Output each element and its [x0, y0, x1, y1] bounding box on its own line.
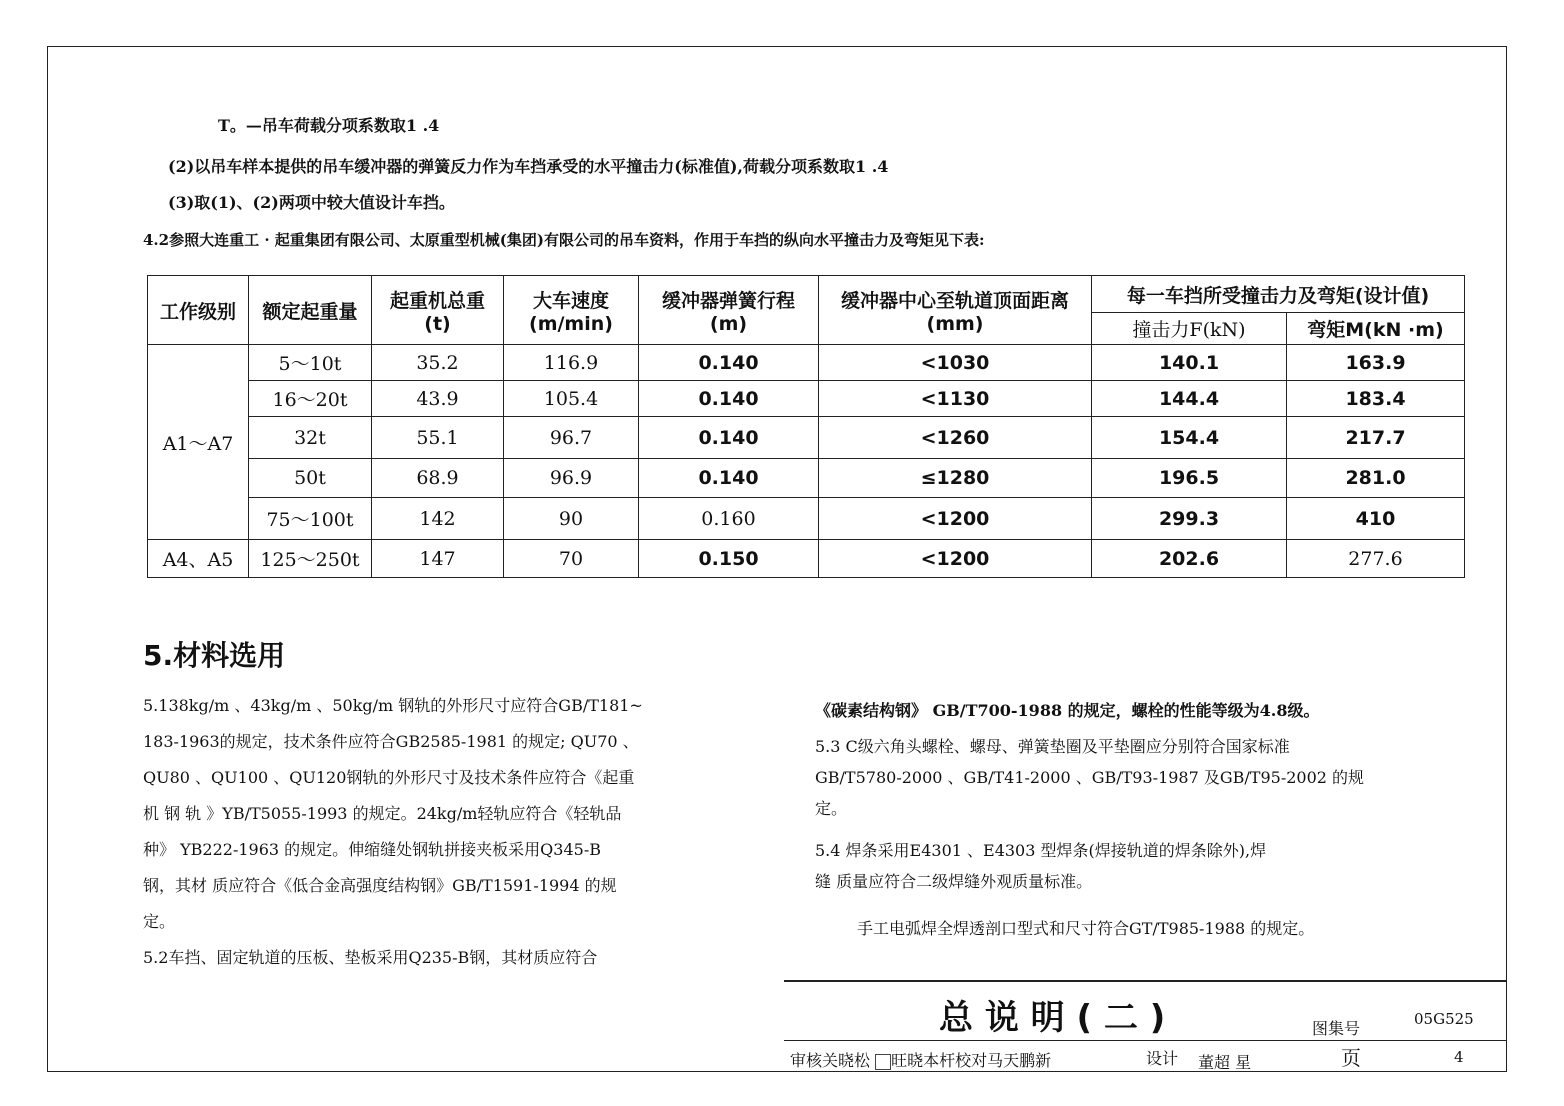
cell-load: 32t	[249, 417, 372, 459]
header-stroke	[639, 276, 819, 345]
left-line: 钢，其材 质应符合《低合金高强度结构钢》GB/T1591-1994 的规	[143, 876, 617, 895]
cell-level-group2: A4、A5	[148, 540, 249, 578]
right-line: GB/T5780-2000 、GB/T41-2000 、GB/T93-1987 及GB/T95-2002 的规	[815, 768, 1365, 787]
table-row	[148, 417, 1465, 459]
cell-load: 125～250t	[249, 540, 372, 578]
table-row	[148, 345, 1465, 381]
cell-moment: 281.0	[1287, 459, 1465, 498]
note-t-factor: T。—吊车荷载分项系数取1 .4	[218, 116, 440, 135]
design-label: 设计	[1146, 1049, 1179, 1068]
cell-force: 202.6	[1092, 540, 1287, 578]
section-5-3	[815, 731, 1364, 824]
atlas-label: 图集号	[1312, 1019, 1361, 1038]
note-2: (2)以吊车样本提供的吊车缓冲器的弹簧反力作为车挡承受的水平撞击力(标准值),荷载分项系数取1 .4	[168, 157, 889, 176]
right-para-1: 《碳素结构钢》 GB/T700-1988 的规定，螺栓的性能等级为4.8级。	[815, 701, 1320, 720]
signature-row	[790, 1048, 1051, 1071]
table-row	[148, 498, 1465, 540]
left-line: 183-1963的规定，技术条件应符合GB2585-1981 的规定; QU70 、	[143, 732, 639, 751]
header-rated-load: 额定起重量	[249, 276, 372, 345]
cell-distance: <1130	[819, 381, 1092, 417]
cell-speed: 105.4	[504, 381, 639, 417]
cell-stroke: 0.140	[639, 345, 819, 381]
cell-force: 154.4	[1092, 417, 1287, 459]
designer-name: 董超 星	[1198, 1053, 1252, 1072]
atlas-number: 05G525	[1414, 1010, 1474, 1028]
cell-weight: 35.2	[372, 345, 504, 381]
cell-level-group1: A1～A7	[148, 345, 249, 540]
cell-moment: 277.6	[1287, 540, 1465, 578]
page-label: 页	[1341, 1046, 1361, 1070]
header-speed-label: 大车速度	[532, 289, 609, 312]
review-signature: 审核关晓松	[790, 1051, 876, 1070]
cell-stroke: 0.140	[639, 381, 819, 417]
left-line: 机 钢 轨 》YB/T5055-1993 的规定。24kg/m轻轨应符合《轻轨品	[143, 804, 622, 823]
cell-speed: 70	[504, 540, 639, 578]
cell-speed: 96.7	[504, 417, 639, 459]
cell-load: 75～100t	[249, 498, 372, 540]
table-row	[148, 381, 1465, 417]
cell-stroke: 0.140	[639, 417, 819, 459]
cell-distance: <1260	[819, 417, 1092, 459]
header-stroke-label: 缓冲器弹簧行程	[661, 289, 795, 312]
cell-weight: 68.9	[372, 459, 504, 498]
cell-force: 196.5	[1092, 459, 1287, 498]
left-line: 种》 YB222-1963 的规定。伸缩缝处钢轨拼接夹板采用Q345-B	[143, 840, 601, 859]
section-heading: 5.材料选用	[143, 639, 286, 672]
drawing-title: 总 说 明 ( 二 )	[939, 998, 1166, 1038]
left-line: 5.2车挡、固定轨道的压板、垫板采用Q235-B钢，其材质应符合	[143, 948, 598, 967]
left-line: 5.138kg/m 、43kg/m 、50kg/m 钢轨的外形尺寸应符合GB/T181~	[143, 696, 643, 715]
stamp-mark	[875, 1054, 891, 1070]
cell-stroke: 0.140	[639, 459, 819, 498]
title-block-mid-rule	[784, 1040, 1506, 1041]
cell-speed: 90	[504, 498, 639, 540]
cell-weight: 55.1	[372, 417, 504, 459]
cell-moment: 217.7	[1287, 417, 1465, 459]
right-para-4: 手工电弧焊全焊透剖口型式和尺寸符合GT/T985-1988 的规定。	[857, 919, 1315, 938]
page-number: 4	[1454, 1048, 1464, 1066]
header-total-weight-label: 起重机总重	[389, 289, 485, 312]
table-row	[148, 540, 1465, 578]
section-5-left	[143, 688, 743, 976]
cell-speed: 96.9	[504, 459, 639, 498]
cell-moment: 410	[1287, 498, 1465, 540]
cell-stroke: 0.150	[639, 540, 819, 578]
header-total-weight-unit: (t)	[424, 312, 451, 335]
section-5-4	[815, 835, 1266, 897]
title-block-top-rule	[784, 980, 1506, 982]
header-stroke-unit: (m)	[709, 312, 748, 335]
header-speed-unit: (m/min)	[529, 312, 613, 335]
right-line: 5.4 焊条采用E4301 、E4303 型焊条(焊接轨道的焊条除外),焊	[815, 841, 1267, 860]
cell-force: 299.3	[1092, 498, 1287, 540]
header-force-group: 每一车挡所受撞击力及弯矩(设计值)	[1092, 276, 1465, 313]
left-line: 定。	[143, 912, 176, 931]
cell-force: 140.1	[1092, 345, 1287, 381]
cell-weight: 147	[372, 540, 504, 578]
right-line: 定。	[815, 799, 848, 818]
impact-force-table	[147, 275, 1465, 578]
check-signature: 旺晓本杆校对马天鹏新	[891, 1051, 1052, 1070]
cell-stroke: 0.160	[639, 498, 819, 540]
cell-distance: <1030	[819, 345, 1092, 381]
right-line: 5.3 C级六角头螺栓、螺母、弹簧垫圈及平垫圈应分别符合国家标准	[815, 737, 1290, 756]
header-speed	[504, 276, 639, 345]
cell-moment: 183.4	[1287, 381, 1465, 417]
right-line: 缝 质量应符合二级焊缝外观质量标准。	[815, 872, 1093, 891]
header-work-level: 工作级别	[148, 276, 249, 345]
cell-weight: 142	[372, 498, 504, 540]
cell-distance: <1200	[819, 540, 1092, 578]
table-row	[148, 459, 1465, 498]
cell-load: 5～10t	[249, 345, 372, 381]
header-force: 撞击力F(kN)	[1092, 313, 1287, 345]
cell-load: 16～20t	[249, 381, 372, 417]
cell-distance: ≤1280	[819, 459, 1092, 498]
note-3: (3)取(1)、(2)两项中较大值设计车挡。	[168, 193, 455, 212]
left-line: QU80 、QU100 、QU120钢轨的外形尺寸及技术条件应符合《起重	[143, 768, 635, 787]
cell-force: 144.4	[1092, 381, 1287, 417]
header-distance	[819, 276, 1092, 345]
cell-distance: <1200	[819, 498, 1092, 540]
cell-weight: 43.9	[372, 381, 504, 417]
cell-moment: 163.9	[1287, 345, 1465, 381]
note-4-2: 4.2参照大连重工 · 起重集团有限公司、太原重型机械(集团)有限公司的吊车资料，作用于车挡的纵向水平撞击力及弯矩见下表:	[143, 231, 985, 249]
header-total-weight	[372, 276, 504, 345]
cell-speed: 116.9	[504, 345, 639, 381]
title-block	[784, 980, 1506, 1072]
cell-load: 50t	[249, 459, 372, 498]
header-moment: 弯矩M(kN ·m)	[1287, 313, 1465, 345]
header-distance-label: 缓冲器中心至轨道顶面距离	[840, 289, 1069, 312]
header-distance-unit: (mm)	[926, 312, 984, 335]
